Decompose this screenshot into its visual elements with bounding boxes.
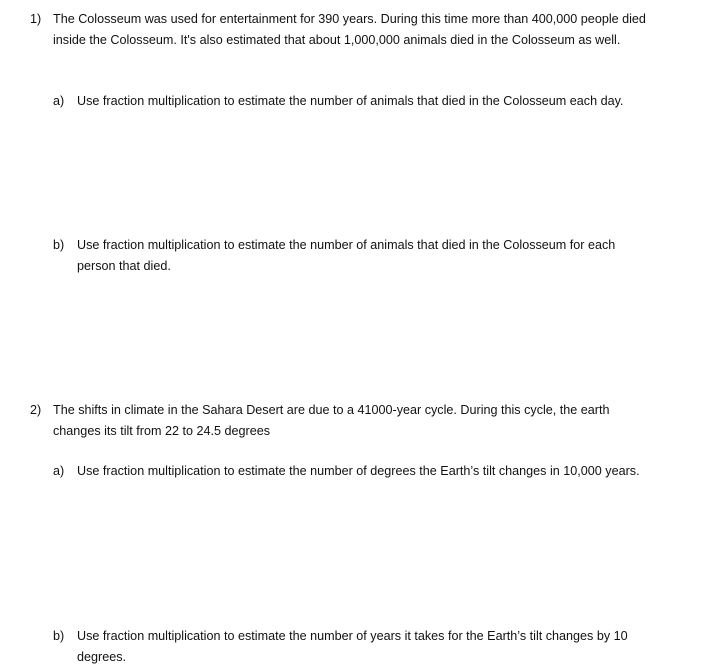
question-2-part-b bbox=[53, 626, 663, 668]
question-2 bbox=[30, 400, 670, 442]
part-label: a) bbox=[53, 94, 65, 108]
part-text: Use fraction multiplication to estimate the number of degrees the Earth’s tilt changes in 10,000 years. bbox=[77, 464, 640, 478]
question-1 bbox=[30, 9, 670, 51]
question-number: 1) bbox=[30, 12, 42, 26]
part-label: b) bbox=[53, 238, 65, 252]
part-text: Use fraction multiplication to estimate the number of animals that died in the Colosseum each day. bbox=[77, 94, 624, 108]
question-number: 2) bbox=[30, 403, 42, 417]
part-text: Use fraction multiplication to estimate the number of animals that died in the Colosseum for each person that died. bbox=[77, 238, 616, 273]
part-text: Use fraction multiplication to estimate the number of years it takes for the Earth’s tilt changes by 10 degrees. bbox=[77, 629, 628, 664]
question-1-part-b bbox=[53, 235, 663, 277]
part-label: a) bbox=[53, 464, 65, 478]
question-2-part-a bbox=[53, 461, 663, 482]
question-text: The Colosseum was used for entertainment for 390 years. During this time more than 400,000 people died inside the Colosseum. It's also estimated that about 1,000,000 animals died in the Colosseum as well. bbox=[53, 12, 646, 47]
question-1-part-a bbox=[53, 91, 663, 112]
part-label: b) bbox=[53, 629, 65, 643]
question-text: The shifts in climate in the Sahara Desert are due to a 41000-year cycle. During this cycle, the earth changes its tilt from 22 to 24.5 degrees bbox=[53, 403, 610, 438]
